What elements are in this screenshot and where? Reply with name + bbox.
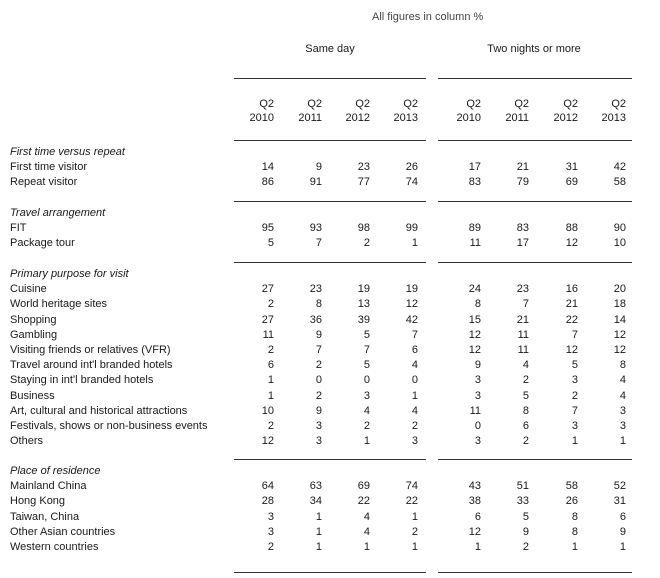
table-cell: 83 bbox=[468, 176, 481, 189]
table-cell: 21 bbox=[516, 161, 529, 174]
table-cell: 21 bbox=[565, 298, 578, 311]
table-cell: 1 bbox=[474, 541, 481, 553]
table-cell: 12 bbox=[613, 344, 626, 356]
table-cell: 8 bbox=[474, 298, 481, 311]
section-title: First time versus repeat bbox=[10, 146, 125, 158]
table-cell: 93 bbox=[309, 222, 322, 235]
table-cell: 7 bbox=[315, 237, 322, 250]
table-cell: 4 bbox=[411, 404, 418, 417]
section-rule-right bbox=[438, 140, 632, 141]
table-cell: 11 bbox=[517, 328, 529, 341]
table-cell: 12 bbox=[468, 328, 481, 341]
column-header-year: 2010 bbox=[456, 112, 481, 124]
table-cell: 52 bbox=[613, 480, 626, 493]
table-cell: 4 bbox=[363, 525, 370, 538]
column-header-quarter: Q2 bbox=[611, 98, 626, 110]
column-header bbox=[234, 97, 274, 125]
column-header-quarter: Q2 bbox=[355, 98, 370, 110]
table-cell: 12 bbox=[565, 344, 578, 356]
table-cell: 12 bbox=[468, 525, 481, 538]
column-header-quarter: Q2 bbox=[466, 98, 481, 110]
table-cell: 11 bbox=[469, 237, 481, 250]
table-cell: 98 bbox=[357, 222, 370, 235]
table-cell: 2 bbox=[315, 359, 322, 372]
row-label: World heritage sites bbox=[10, 298, 108, 311]
table-cell: 6 bbox=[411, 344, 418, 356]
table-cell: 1 bbox=[571, 435, 578, 448]
column-header-year: 2010 bbox=[249, 112, 274, 124]
table-cell: 2 bbox=[522, 435, 529, 448]
table-cell: 4 bbox=[411, 359, 418, 372]
row-label: Shopping bbox=[10, 313, 57, 326]
table-cell: 27 bbox=[261, 313, 274, 326]
column-header-quarter: Q2 bbox=[514, 98, 529, 110]
table-cell: 1 bbox=[571, 541, 578, 553]
table-cell: 9 bbox=[474, 359, 481, 372]
table-cell: 3 bbox=[619, 404, 626, 417]
column-header-year: 2012 bbox=[553, 112, 578, 124]
table-cell: 11 bbox=[469, 404, 481, 417]
column-header-year: 2011 bbox=[298, 112, 322, 124]
table-cell: 4 bbox=[363, 404, 370, 417]
row-label: Festivals, shows or non-business events bbox=[10, 420, 208, 432]
table-cell: 63 bbox=[309, 480, 322, 493]
group-rule-same-day-top bbox=[234, 78, 426, 79]
row-label: Package tour bbox=[10, 237, 75, 250]
row-label: Business bbox=[10, 389, 55, 402]
table-cell: 1 bbox=[411, 237, 418, 250]
table-cell: 9 bbox=[522, 525, 529, 538]
table-cell: 5 bbox=[363, 328, 370, 341]
column-header-quarter: Q2 bbox=[563, 98, 578, 110]
table-cell: 89 bbox=[468, 222, 481, 235]
table-cell: 27 bbox=[261, 283, 274, 296]
table-cell: 14 bbox=[261, 161, 274, 174]
table-cell: 1 bbox=[619, 435, 626, 448]
table-cell: 3 bbox=[474, 435, 481, 448]
column-header bbox=[378, 97, 418, 125]
table-cell: 51 bbox=[516, 480, 529, 493]
table-cell: 34 bbox=[309, 495, 322, 508]
table-cell: 23 bbox=[357, 161, 370, 174]
table-cell: 0 bbox=[363, 374, 370, 387]
group-header-two-nights: Two nights or more bbox=[487, 43, 581, 55]
table-cell: 5 bbox=[571, 359, 578, 372]
group-header-same-day: Same day bbox=[305, 43, 355, 55]
table-cell: 0 bbox=[411, 374, 418, 387]
table-cell: 2 bbox=[411, 525, 418, 538]
table-cell: 3 bbox=[315, 420, 322, 432]
table-cell: 6 bbox=[474, 510, 481, 523]
table-cell: 1 bbox=[619, 541, 626, 553]
table-cell: 3 bbox=[411, 435, 418, 448]
table-cell: 2 bbox=[315, 389, 322, 402]
row-label: First time visitor bbox=[10, 161, 87, 174]
table-cell: 2 bbox=[267, 541, 274, 553]
table-cell: 1 bbox=[267, 374, 274, 387]
table-cell: 20 bbox=[613, 283, 626, 296]
row-label: Staying in int'l branded hotels bbox=[10, 374, 154, 387]
column-header bbox=[441, 97, 481, 125]
row-label: Gambling bbox=[10, 328, 58, 341]
table-cell: 74 bbox=[405, 176, 418, 189]
table-cell: 8 bbox=[315, 298, 322, 311]
table-cell: 2 bbox=[363, 237, 370, 250]
table-cell: 2 bbox=[363, 420, 370, 432]
table-cell: 1 bbox=[315, 510, 322, 523]
section-rule-right bbox=[438, 262, 632, 263]
section-rule-left bbox=[234, 140, 426, 141]
table-cell: 95 bbox=[261, 222, 274, 235]
table-cell: 12 bbox=[261, 435, 274, 448]
table-cell: 2 bbox=[522, 541, 529, 553]
table-cell: 39 bbox=[357, 313, 370, 326]
table-cell: 5 bbox=[267, 237, 274, 250]
table-cell: 91 bbox=[309, 176, 322, 189]
table-cell: 5 bbox=[363, 359, 370, 372]
table-cell: 26 bbox=[405, 161, 418, 174]
table-cell: 0 bbox=[474, 420, 481, 432]
table-cell: 16 bbox=[565, 283, 578, 296]
table-cell: 99 bbox=[405, 222, 418, 235]
table-cell: 9 bbox=[619, 525, 626, 538]
row-label: Western countries bbox=[10, 541, 99, 553]
table-cell: 22 bbox=[357, 495, 370, 508]
table-cell: 7 bbox=[522, 298, 529, 311]
table-cell: 3 bbox=[474, 374, 481, 387]
row-label: Travel around int'l branded hotels bbox=[10, 359, 173, 372]
table-cell: 1 bbox=[267, 389, 274, 402]
column-header bbox=[282, 97, 322, 125]
column-header bbox=[538, 97, 578, 125]
table-cell: 23 bbox=[309, 283, 322, 296]
table-cell: 4 bbox=[619, 389, 626, 402]
table-cell: 12 bbox=[468, 344, 481, 356]
table-cell: 42 bbox=[613, 161, 626, 174]
table-cell: 90 bbox=[613, 222, 626, 235]
table-cell: 2 bbox=[411, 420, 418, 432]
table-cell: 7 bbox=[571, 328, 578, 341]
table-cell: 12 bbox=[565, 237, 578, 250]
table-cell: 22 bbox=[565, 313, 578, 326]
table-cell: 58 bbox=[565, 480, 578, 493]
row-label: Other Asian countries bbox=[10, 525, 116, 538]
column-header bbox=[330, 97, 370, 125]
table-cell: 4 bbox=[363, 510, 370, 523]
table-cell: 8 bbox=[571, 525, 578, 538]
row-label: Visiting friends or relatives (VFR) bbox=[10, 344, 171, 356]
section-rule-left bbox=[234, 572, 426, 573]
column-header-quarter: Q2 bbox=[259, 98, 274, 110]
section-rule-right bbox=[438, 201, 632, 202]
group-rule-two-nights-top bbox=[438, 78, 632, 79]
table-cell: 9 bbox=[315, 404, 322, 417]
table-cell: 31 bbox=[565, 161, 578, 174]
section-rule-left bbox=[234, 262, 426, 263]
table-cell: 26 bbox=[565, 495, 578, 508]
table-cell: 9 bbox=[315, 328, 322, 341]
row-label: Art, cultural and historical attractions bbox=[10, 404, 188, 417]
table-cell: 2 bbox=[267, 344, 274, 356]
table-cell: 2 bbox=[571, 389, 578, 402]
table-cell: 28 bbox=[261, 495, 274, 508]
table-cell: 33 bbox=[516, 495, 529, 508]
table-cell: 17 bbox=[468, 161, 481, 174]
table-cell: 4 bbox=[619, 374, 626, 387]
table-cell: 3 bbox=[571, 374, 578, 387]
column-header bbox=[586, 97, 626, 125]
column-header-quarter: Q2 bbox=[403, 98, 418, 110]
table-cell: 1 bbox=[411, 389, 418, 402]
table-cell: 43 bbox=[468, 480, 481, 493]
table-cell: 69 bbox=[357, 480, 370, 493]
table-cell: 1 bbox=[315, 541, 322, 553]
table-cell: 86 bbox=[261, 176, 274, 189]
table-cell: 36 bbox=[309, 313, 322, 326]
table-cell: 1 bbox=[363, 541, 370, 553]
section-title: Primary purpose for visit bbox=[10, 268, 129, 280]
column-header-year: 2011 bbox=[505, 112, 529, 124]
table-cell: 1 bbox=[411, 541, 418, 553]
table-cell: 9 bbox=[315, 161, 322, 174]
table-cell: 79 bbox=[516, 176, 529, 189]
table-cell: 42 bbox=[405, 313, 418, 326]
table-note: All figures in column % bbox=[372, 11, 484, 23]
table-cell: 3 bbox=[474, 389, 481, 402]
table-cell: 17 bbox=[516, 237, 529, 250]
section-rule-left bbox=[234, 201, 426, 202]
section-title: Travel arrangement bbox=[10, 207, 106, 219]
table-cell: 2 bbox=[267, 420, 274, 432]
table-cell: 83 bbox=[516, 222, 529, 235]
row-label: Others bbox=[10, 435, 44, 448]
row-label: Repeat visitor bbox=[10, 176, 78, 189]
table-cell: 15 bbox=[468, 313, 481, 326]
section-title: Place of residence bbox=[10, 465, 101, 477]
table-cell: 38 bbox=[468, 495, 481, 508]
column-header-year: 2013 bbox=[601, 112, 626, 124]
row-label: Cuisine bbox=[10, 283, 47, 296]
table-cell: 8 bbox=[619, 359, 626, 372]
table-cell: 12 bbox=[405, 298, 418, 311]
table-cell: 11 bbox=[262, 328, 274, 341]
table-cell: 64 bbox=[261, 480, 274, 493]
table-cell: 8 bbox=[522, 404, 529, 417]
table-cell: 19 bbox=[405, 283, 418, 296]
table-cell: 10 bbox=[261, 404, 274, 417]
table-cell: 6 bbox=[267, 359, 274, 372]
table-cell: 3 bbox=[267, 510, 274, 523]
table-cell: 4 bbox=[522, 359, 529, 372]
table-cell: 31 bbox=[613, 495, 626, 508]
section-rule-right bbox=[438, 572, 632, 573]
table-cell: 7 bbox=[571, 404, 578, 417]
table-cell: 12 bbox=[613, 328, 626, 341]
table-cell: 19 bbox=[357, 283, 370, 296]
table-cell: 14 bbox=[613, 313, 626, 326]
table-cell: 7 bbox=[363, 344, 370, 356]
column-header-year: 2012 bbox=[345, 112, 370, 124]
table-cell: 69 bbox=[565, 176, 578, 189]
table-cell: 3 bbox=[571, 420, 578, 432]
table-cell: 5 bbox=[522, 389, 529, 402]
table-cell: 1 bbox=[411, 510, 418, 523]
table-cell: 3 bbox=[619, 420, 626, 432]
section-rule-left bbox=[234, 459, 426, 460]
table-cell: 6 bbox=[619, 510, 626, 523]
section-rule-right bbox=[438, 459, 632, 460]
table-cell: 2 bbox=[522, 374, 529, 387]
table-cell: 22 bbox=[405, 495, 418, 508]
table-cell: 5 bbox=[522, 510, 529, 523]
table-cell: 6 bbox=[522, 420, 529, 432]
table-cell: 13 bbox=[357, 298, 370, 311]
table-cell: 2 bbox=[267, 298, 274, 311]
table-cell: 88 bbox=[565, 222, 578, 235]
table-cell: 74 bbox=[405, 480, 418, 493]
row-label: FIT bbox=[10, 222, 27, 235]
table-cell: 1 bbox=[315, 525, 322, 538]
table-cell: 18 bbox=[613, 298, 626, 311]
table-cell: 77 bbox=[357, 176, 370, 189]
table-cell: 58 bbox=[613, 176, 626, 189]
table-cell: 7 bbox=[315, 344, 322, 356]
table-cell: 3 bbox=[363, 389, 370, 402]
table-cell: 10 bbox=[613, 237, 626, 250]
table-cell: 24 bbox=[468, 283, 481, 296]
column-header-quarter: Q2 bbox=[307, 98, 322, 110]
table-cell: 21 bbox=[516, 313, 529, 326]
row-label: Mainland China bbox=[10, 480, 87, 493]
table-cell: 7 bbox=[411, 328, 418, 341]
row-label: Taiwan, China bbox=[10, 510, 80, 523]
table-cell: 0 bbox=[315, 374, 322, 387]
column-header bbox=[489, 97, 529, 125]
table-cell: 8 bbox=[571, 510, 578, 523]
table-cell: 3 bbox=[315, 435, 322, 448]
table-cell: 11 bbox=[517, 344, 529, 356]
row-label: Hong Kong bbox=[10, 495, 66, 508]
table-cell: 23 bbox=[516, 283, 529, 296]
table-cell: 1 bbox=[363, 435, 370, 448]
column-header-year: 2013 bbox=[393, 112, 418, 124]
table-cell: 3 bbox=[267, 525, 274, 538]
